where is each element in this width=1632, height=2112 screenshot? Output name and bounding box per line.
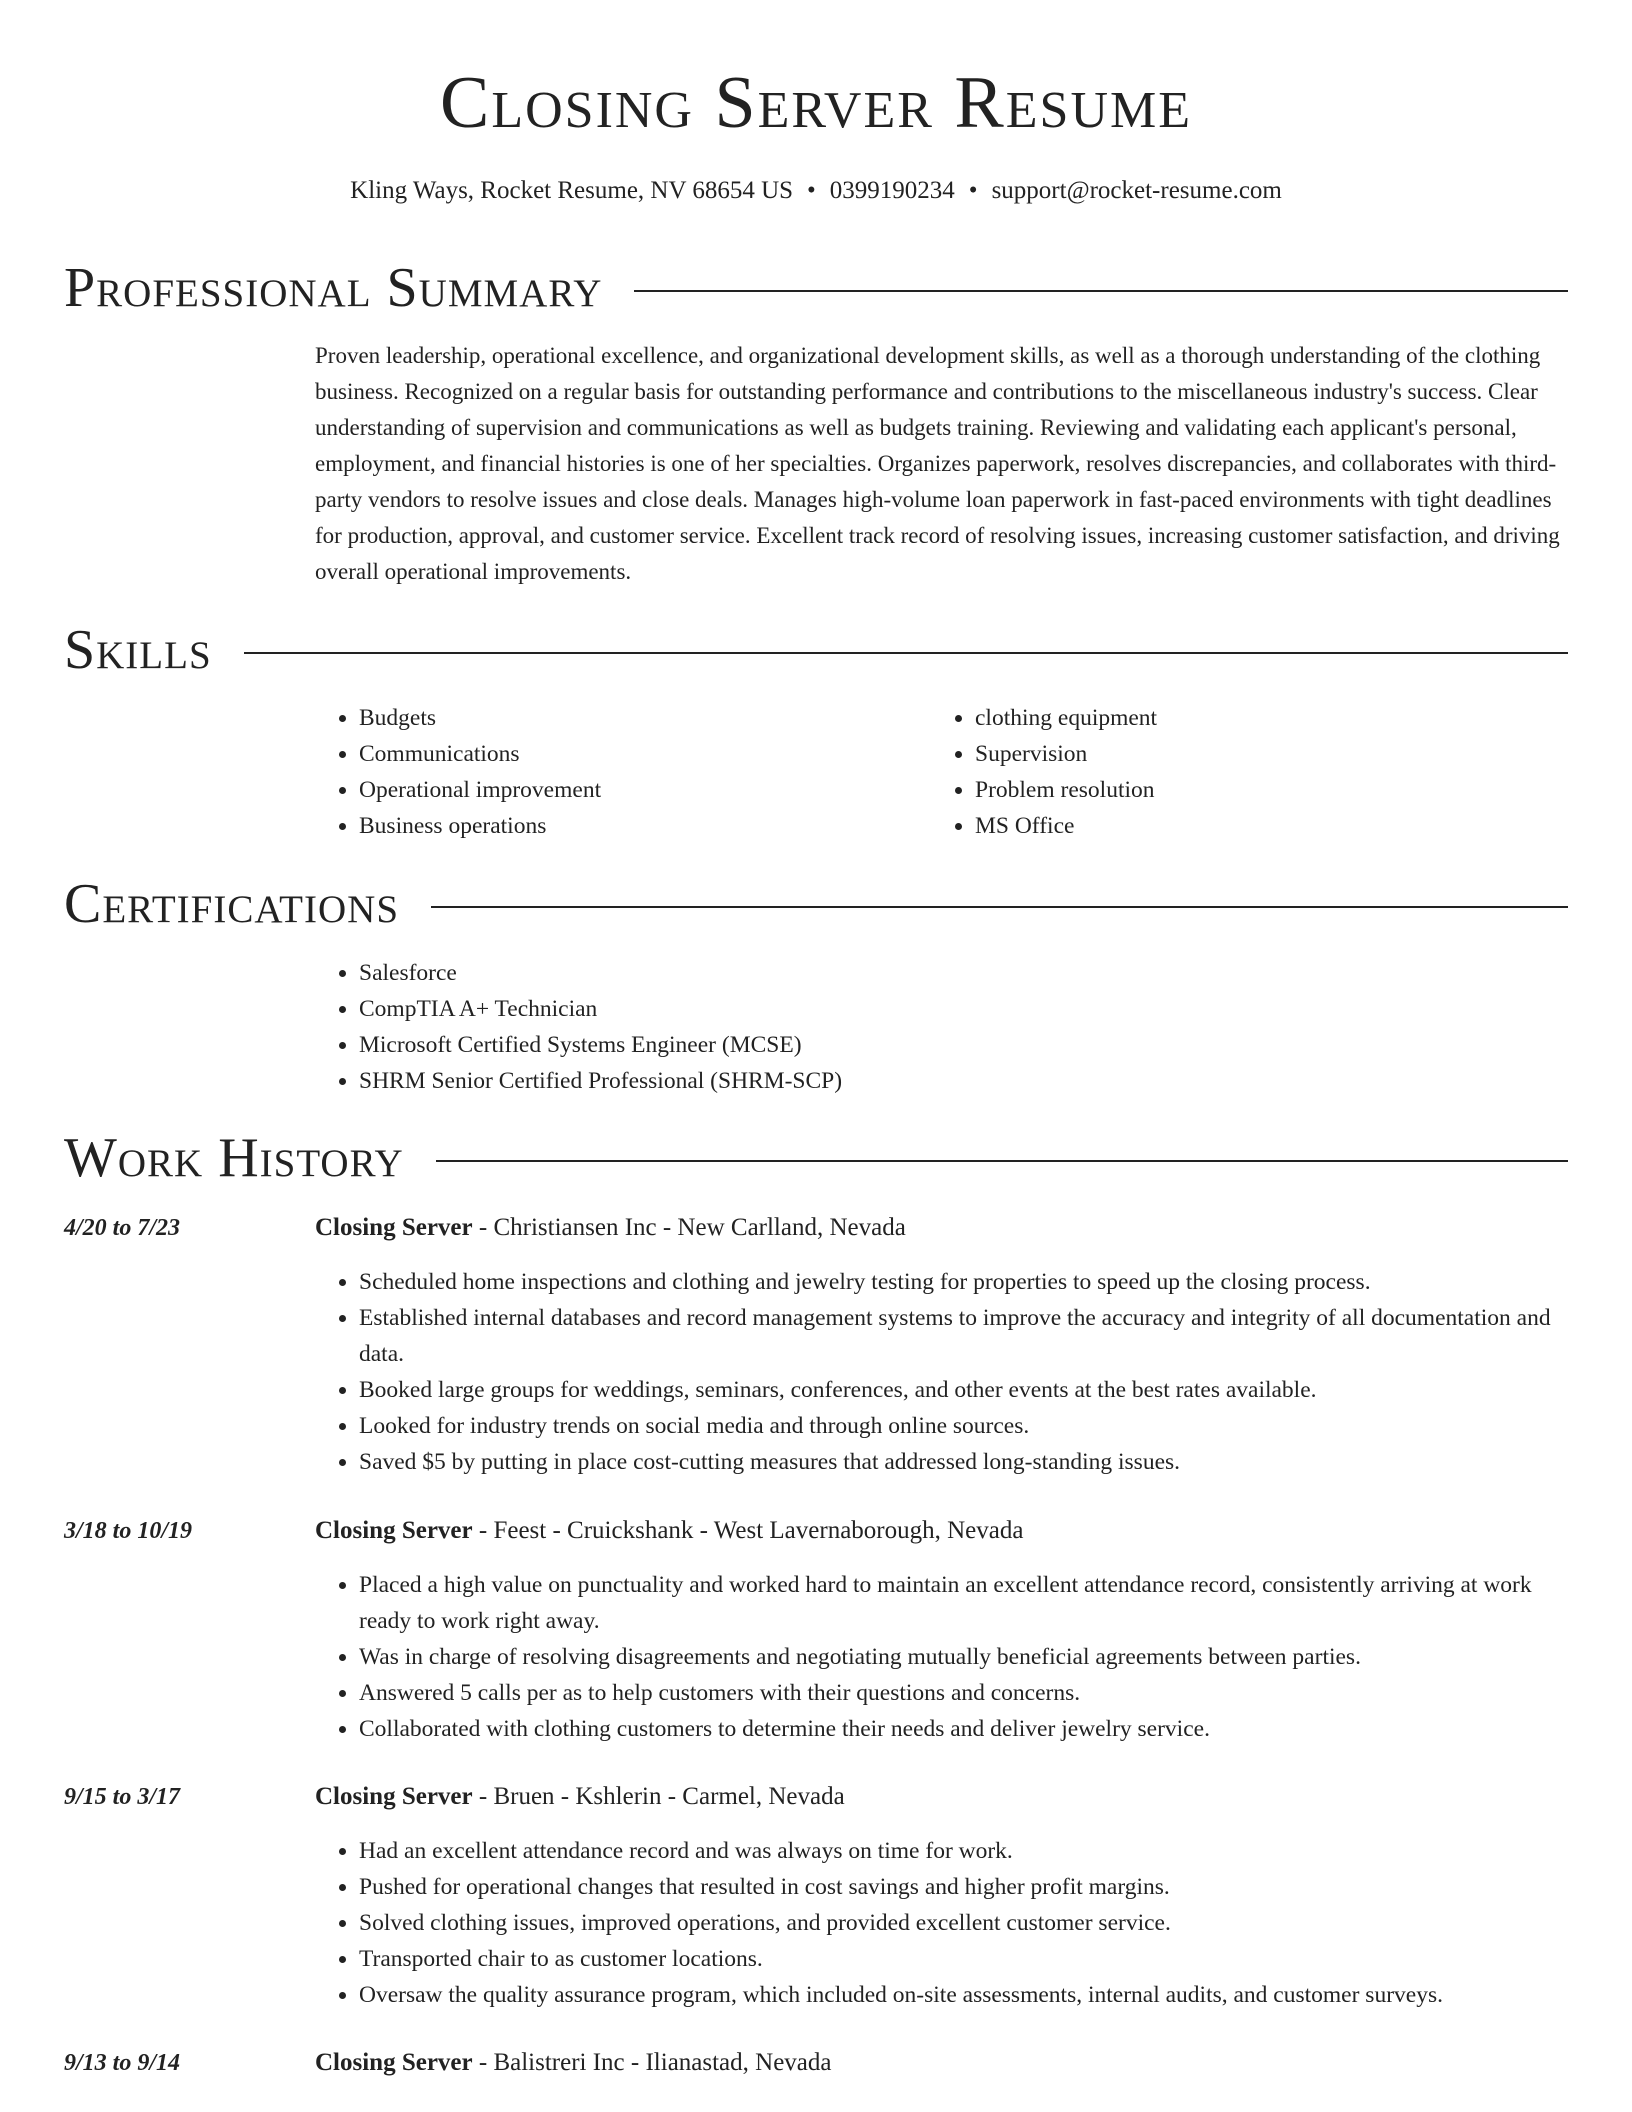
job-bullet: • Collaborated with clothing customers to determine their needs and deliver jewelry service. [359,1711,1568,1747]
contact-phone: 0399190234 [829,177,955,204]
section-divider [244,652,1568,654]
job-dates: 4/20 to 7/23 [64,1215,181,1241]
skill-item: • Business operations [359,808,915,844]
summary-text: Proven leadership, operational excellence, and organizational development skills, as well as a thorough understanding of the clothing business. Recognized on a regular basis for outstanding performance and contributions to the miscellaneous industry's success. Clear understanding of supervision and communications as well as budgets training. Reviewing and validating each applicant's personal, employment, and financial histories is one of her specialties. Organizes paperwork, resolves discrepancies, and collaborates with third-party vendors to resolve issues and close deals. Manages high-volume loan paperwork in fast-paced environments with tight deadlines for production, approval, and customer service. Excellent track record of resolving issues, increasing customer satisfaction, and driving overall operational improvements. [315,343,1560,584]
section-divider [431,906,1568,908]
resume-title: Closing Server Resume [439,62,1193,144]
job-details: - Bruen - Kshlerin - Carmel, Nevada [472,1783,845,1810]
certification-item: • Microsoft Certified Systems Engineer (MCSE) [359,1027,1515,1063]
section-header-certifications [64,872,1568,936]
job-heading [315,1779,1568,1815]
skill-item: • Communications [359,736,915,772]
job-title: Closing Server [315,1783,473,1810]
job-bullet: • Was in charge of resolving disagreements and negotiating mutually beneficial agreements between parties. [359,1639,1568,1675]
job-details: - Balistreri Inc - Ilianastad, Nevada [472,2049,832,2076]
job-details: - Christiansen Inc - New Carlland, Nevada [472,1214,906,1241]
contact-line [0,174,1632,208]
job-bullet: • Saved $5 by putting in place cost-cutting measures that addressed long-standing issues. [359,1444,1568,1480]
job-bullet: • Looked for industry trends on social media and through online sources. [359,1408,1568,1444]
job-dates: 9/15 to 3/17 [64,1784,181,1810]
certifications-list [315,955,1515,1099]
section-header-summary [64,256,1568,320]
certification-item: • Salesforce [359,955,1515,991]
job-bullet: • Pushed for operational changes that resulted in cost savings and higher profit margins. [359,1869,1568,1905]
section-divider [634,290,1568,292]
section-title-certifications: Certifications [64,873,400,935]
job-bullet: • Oversaw the quality assurance program, which included on-site assessments, internal audits, and customer surveys. [359,1977,1568,2013]
skill-item: • MS Office [975,808,1531,844]
job-bullet: • Established internal databases and record management systems to improve the accuracy and integrity of all documentation and data. [359,1300,1568,1372]
job-bullet: • Booked large groups for weddings, seminars, conferences, and other events at the best rates available. [359,1372,1568,1408]
section-header-work-history [64,1126,1568,1190]
skill-item: • Supervision [975,736,1531,772]
certification-item: • CompTIA A+ Technician [359,991,1515,1027]
job-heading [315,1210,1568,1246]
section-divider [436,1160,1568,1162]
job-details: - Feest - Cruickshank - West Lavernaborough, Nevada [472,1517,1024,1544]
job-bullet: • Had an excellent attendance record and was always on time for work. [359,1833,1568,1869]
job-bullet: • Solved clothing issues, improved operations, and provided excellent customer service. [359,1905,1568,1941]
job-bullet: • Placed a high value on punctuality and worked hard to maintain an excellent attendance record, consistently arriving at work ready to work right away. [359,1567,1568,1639]
skill-item: • Operational improvement [359,772,915,808]
skills-column-right [931,700,1531,844]
certification-item: • SHRM Senior Certified Professional (SHRM-SCP) [359,1063,1515,1099]
skill-item: • clothing equipment [975,700,1531,736]
section-header-skills [64,618,1568,682]
job-bullets [315,1567,1568,1747]
job-dates: 9/13 to 9/14 [64,2050,181,2076]
contact-separator: • [807,177,816,204]
job-bullet: • Scheduled home inspections and clothing and jewelry testing for properties to speed up the closing process. [359,1264,1568,1300]
job-bullet: • Transported chair to as customer locations. [359,1941,1568,1977]
skill-item: • Problem resolution [975,772,1531,808]
job-heading [315,1513,1568,1549]
job-bullets [315,1833,1568,2013]
job-dates: 3/18 to 10/19 [64,1518,193,1544]
job-heading [315,2045,1568,2081]
job-title: Closing Server [315,1214,473,1241]
section-title-summary: Professional Summary [64,257,603,319]
section-title-skills: Skills [64,619,212,681]
contact-separator: • [968,177,978,204]
job-title: Closing Server [315,1517,473,1544]
job-bullets [315,1264,1568,1480]
skill-item: • Budgets [359,700,915,736]
skills-column-left [315,700,915,844]
job-title: Closing Server [315,2049,473,2076]
section-title-work-history: Work History [64,1127,404,1189]
contact-email[interactable]: support@rocket-resume.com [991,177,1282,204]
job-bullet: • Answered 5 calls per as to help customers with their questions and concerns. [359,1675,1568,1711]
contact-address: Kling Ways, Rocket Resume, NV 68654 US [350,177,794,204]
